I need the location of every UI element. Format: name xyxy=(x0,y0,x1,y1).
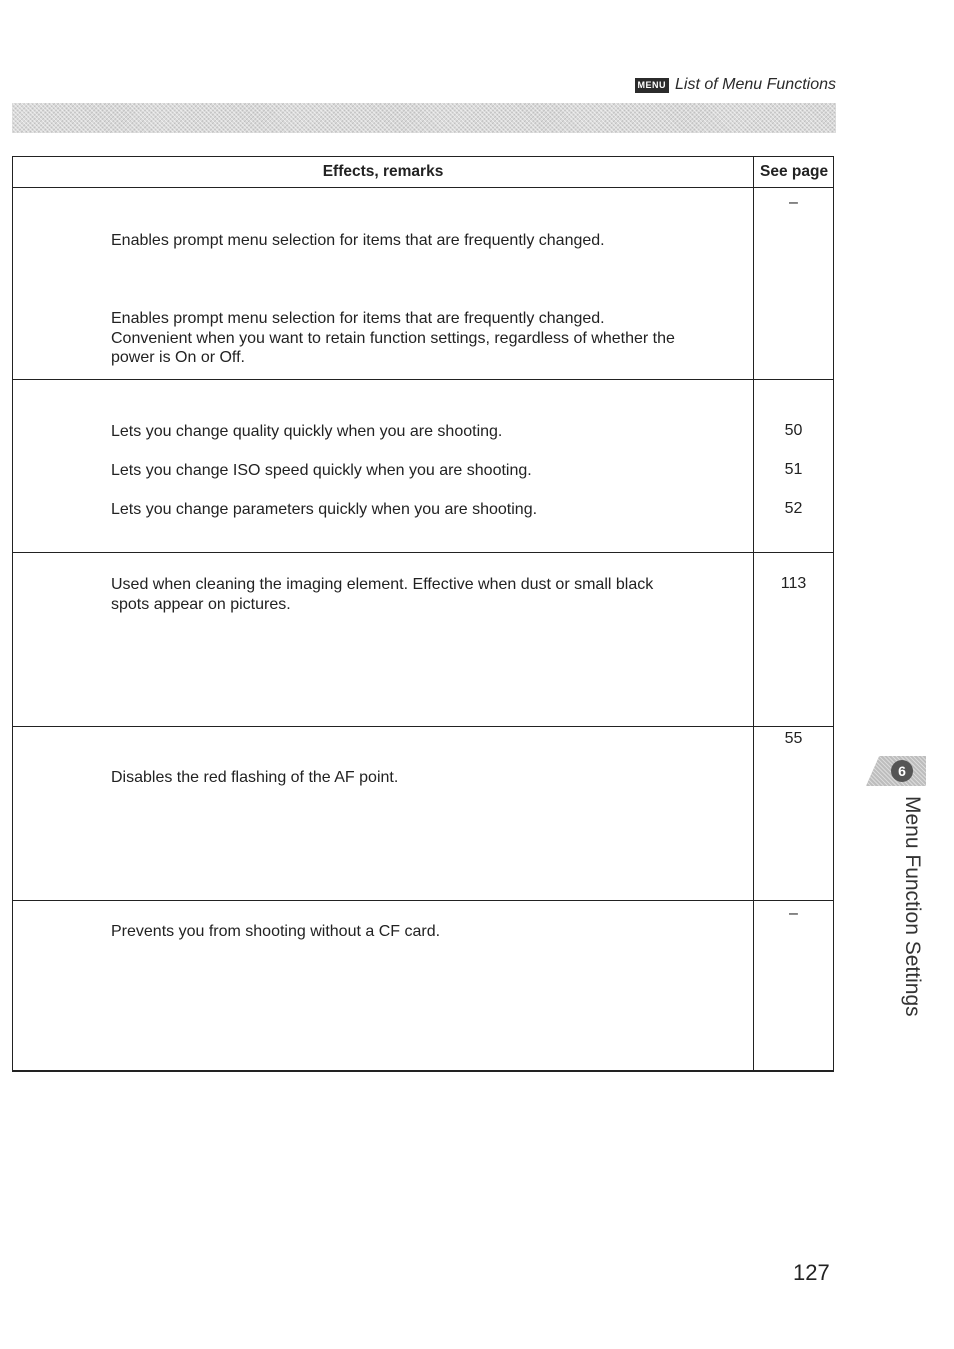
effects-cell xyxy=(13,727,754,900)
effect-text: Lets you change parameters quickly when you are shooting. xyxy=(111,501,538,518)
effects-cell xyxy=(13,553,754,726)
page-cell xyxy=(754,901,833,1070)
page-ref: – xyxy=(789,194,798,211)
effect-text: spots appear on pictures. xyxy=(111,595,291,613)
page-ref: 51 xyxy=(784,461,803,478)
effect-text: Prevents you from shooting without a CF card. xyxy=(111,923,441,940)
page-ref: – xyxy=(789,905,798,922)
table-header-row xyxy=(13,157,833,188)
menu-functions-table xyxy=(12,156,834,1072)
page-ref: 113 xyxy=(780,575,807,592)
table-row xyxy=(13,553,833,727)
effect-text: Disables the red flashing of the AF point. xyxy=(111,769,399,786)
table-row xyxy=(13,901,833,1072)
page-ref: 50 xyxy=(784,422,803,439)
effect-text: Lets you change ISO speed quickly when you are shooting. xyxy=(111,462,532,479)
table-row xyxy=(13,380,833,553)
page-ref: 55 xyxy=(784,730,803,747)
running-header xyxy=(635,76,836,94)
effects-cell xyxy=(13,380,754,552)
page-cell xyxy=(754,727,833,900)
menu-icon: MENU xyxy=(635,78,670,93)
page-ref: 52 xyxy=(784,500,803,517)
table-row xyxy=(13,727,833,901)
page-cell xyxy=(754,188,833,379)
effects-cell xyxy=(13,901,754,1070)
chapter-number: 6 xyxy=(891,760,913,782)
page-cell xyxy=(754,553,833,726)
effect-text: Used when cleaning the imaging element. Effective when dust or small black xyxy=(111,576,654,593)
page-cell xyxy=(754,380,833,552)
column-header-effects: Effects, remarks xyxy=(13,157,754,187)
page-number: 127 xyxy=(793,1260,830,1285)
effect-text: Lets you change quality quickly when you are shooting. xyxy=(111,423,503,440)
effects-cell xyxy=(13,188,754,379)
table-row xyxy=(13,188,833,380)
effect-text: Enables prompt menu selection for items that are frequently changed. xyxy=(111,310,605,327)
column-header-page: See page xyxy=(760,163,829,180)
running-header-title: List of Menu Functions xyxy=(675,76,836,93)
effect-text: power is On or Off. xyxy=(111,349,245,366)
chapter-title: Menu Function Settings xyxy=(901,796,924,1017)
shaded-banner xyxy=(12,103,836,133)
effect-text: Enables prompt menu selection for items that are frequently changed. xyxy=(111,232,605,249)
effect-text: Convenient when you want to retain function settings, regardless of whether the xyxy=(111,329,675,347)
